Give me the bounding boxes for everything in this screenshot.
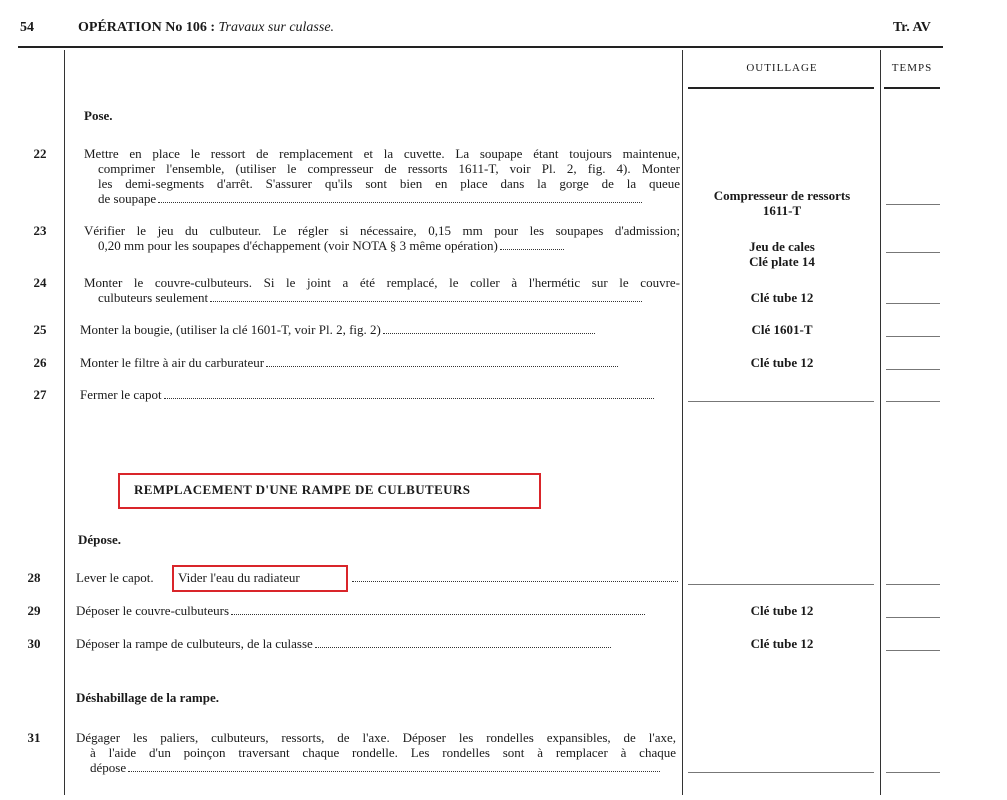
dot-leader (500, 249, 564, 250)
step-text-highlighted: Vider l'eau du radiateur (178, 570, 300, 585)
dot-leader (266, 366, 618, 367)
step-text (80, 355, 618, 370)
temps-column-rule (880, 50, 881, 795)
dot-leader (164, 398, 654, 399)
temps-entry-line (886, 336, 940, 337)
step-line: Monter le couvre-culbuteurs. Si le joint a été remplacé, le coller à l'hermétic sur le couvre- (84, 275, 680, 290)
temps-entry-line (886, 772, 940, 773)
depose-heading: Dépose. (78, 532, 121, 547)
tool-line: Clé 1601-T (751, 322, 813, 337)
tool-entry (684, 355, 880, 370)
step-text (76, 570, 154, 585)
temps-entry-line (886, 252, 940, 253)
step-line: culbuteurs seulement (98, 290, 209, 305)
tool-entry (684, 636, 880, 651)
step-number: 28 (27, 570, 41, 585)
tool-line: Clé tube 12 (750, 603, 814, 618)
step-number: 24 (33, 275, 47, 290)
temps-column-header: TEMPS (891, 62, 933, 74)
dot-leader (352, 581, 678, 582)
step-number: 27 (33, 387, 47, 402)
step-text (84, 146, 680, 206)
step-number: 26 (33, 355, 47, 370)
tool-line: Clé plate 14 (749, 254, 815, 269)
temps-entry-line (886, 303, 940, 304)
outillage-entry-line (688, 584, 874, 585)
step-line: à l'aide d'un poinçon traversant chaque rondelle. Les rondelles sont à remplacer à chaque (90, 745, 676, 760)
tool-entry (684, 290, 880, 305)
step-text (76, 603, 645, 618)
step-number: 22 (33, 146, 47, 161)
dot-leader (383, 333, 595, 334)
operation-subtitle: Travaux sur culasse. (218, 20, 335, 35)
step-line: les demi-segments d'arrêt. S'assurer qu'ils sont bien en place dans la gorge de la queue (98, 176, 680, 191)
operation-label: OPÉRATION No 106 : (78, 20, 216, 35)
step-number: 25 (33, 322, 47, 337)
temps-entry-line (886, 617, 940, 618)
step-line: Monter la bougie, (utiliser la clé 1601-T, voir Pl. 2, fig. 2) (80, 322, 381, 337)
step-text (80, 387, 654, 402)
temps-entry-line (886, 204, 940, 205)
step-text (76, 730, 676, 775)
step-line: Déposer le couvre-culbuteurs (76, 603, 230, 618)
step-line: de soupape (98, 191, 157, 206)
tool-entry (684, 188, 880, 218)
operation-title (78, 20, 334, 36)
page-number: 54 (20, 20, 34, 35)
dot-leader (158, 202, 642, 203)
step-line: Mettre en place le ressort de remplacement et la cuvette. La soupape étant toujours maintenue, (84, 146, 680, 161)
temps-entry-line (886, 401, 940, 402)
tool-entry (684, 239, 880, 269)
temps-entry-line (886, 584, 940, 585)
temps-entry-line (886, 369, 940, 370)
tool-line: Jeu de cales (749, 239, 815, 254)
section-code: Tr. AV (893, 20, 931, 35)
tool-line: 1611-T (762, 203, 802, 218)
left-margin-rule (64, 50, 65, 795)
step-line: Fermer le capot (80, 387, 162, 402)
step-text (80, 322, 595, 337)
tool-entry (684, 322, 880, 337)
temps-header-rule (884, 87, 940, 89)
dot-leader (231, 614, 645, 615)
step-text (84, 275, 680, 305)
step-number: 29 (27, 603, 41, 618)
outillage-header-rule (688, 87, 874, 89)
dot-leader (315, 647, 611, 648)
tool-line: Clé tube 12 (750, 636, 814, 651)
outillage-entry-line (688, 401, 874, 402)
step-line: comprimer l'ensemble, (utiliser le compresseur de ressorts 1611-T, voir Pl. 2, fig. 4). Monter (98, 161, 680, 176)
step-text (76, 636, 611, 651)
dot-leader (128, 771, 660, 772)
tool-line: Clé tube 12 (750, 355, 814, 370)
outillage-entry-line (688, 772, 874, 773)
step-line: dépose (90, 760, 127, 775)
step-text-part: Lever le capot. (76, 570, 154, 585)
tool-entry (684, 603, 880, 618)
remplacement-title: REMPLACEMENT D'UNE RAMPE DE CULBUTEURS (134, 482, 471, 497)
dot-leader (210, 301, 642, 302)
step-number: 23 (33, 223, 47, 238)
deshabillage-heading: Déshabillage de la rampe. (76, 690, 219, 705)
pose-heading: Pose. (84, 108, 113, 123)
temps-entry-line (886, 650, 940, 651)
step-line: Vérifier le jeu du culbuteur. Le régler si nécessaire, 0,15 mm pour les soupapes d'admission; (84, 223, 680, 238)
step-text (178, 570, 300, 585)
step-text (84, 223, 680, 253)
step-number: 31 (27, 730, 41, 745)
step-line: Monter le filtre à air du carburateur (80, 355, 265, 370)
step-line: Dégager les paliers, culbuteurs, ressorts, de l'axe. Déposer les rondelles expansibles, de l'axe, (76, 730, 676, 745)
outillage-column-rule (682, 50, 683, 795)
header-rule (18, 46, 943, 48)
tool-line: Compresseur de ressorts (713, 188, 851, 203)
outillage-column-header: OUTILLAGE (746, 62, 818, 74)
dot-leader-wrap (350, 570, 678, 585)
step-line: Déposer la rampe de culbuteurs, de la culasse (76, 636, 313, 651)
tool-line: Clé tube 12 (750, 290, 814, 305)
step-number: 30 (27, 636, 41, 651)
step-line: 0,20 mm pour les soupapes d'échappement (voir NOTA § 3 même opération) (98, 238, 498, 253)
